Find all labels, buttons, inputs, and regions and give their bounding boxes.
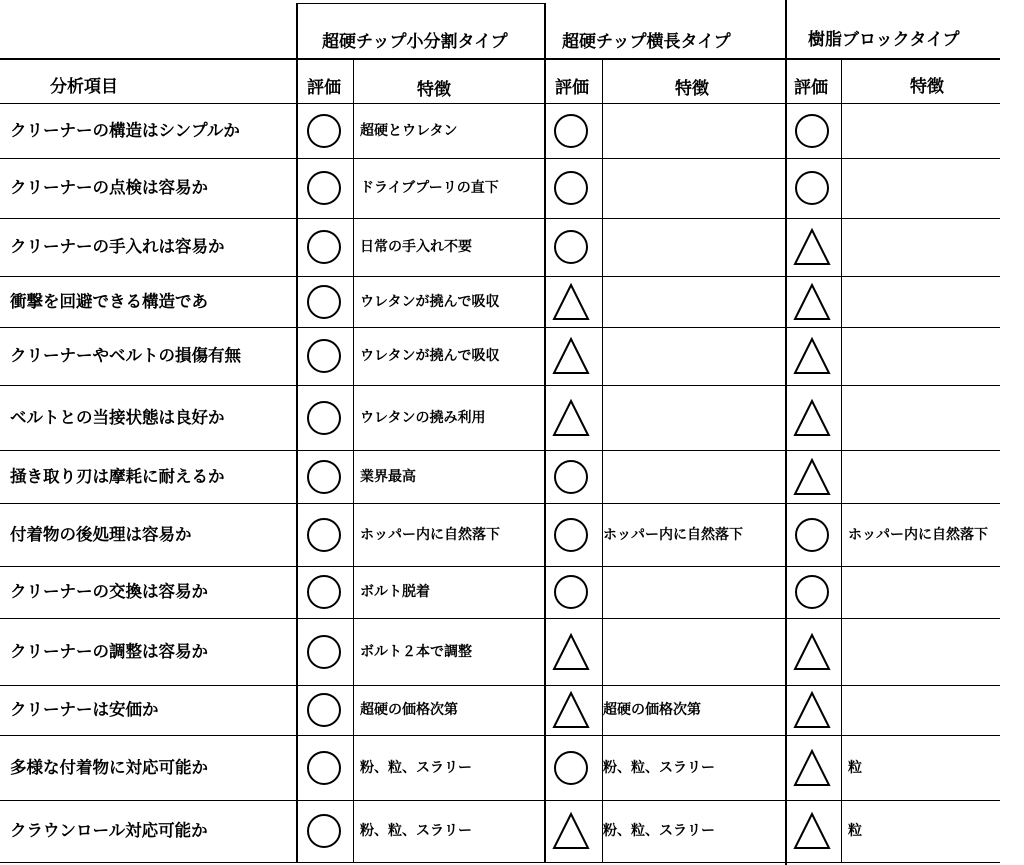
- good-circle-mark: [304, 515, 344, 555]
- fair-triangle-mark: [792, 282, 832, 322]
- row-feature-text: ボルト脱着: [360, 584, 430, 600]
- row-divider-line: [0, 276, 1000, 277]
- fair-triangle-mark: [792, 227, 832, 267]
- good-circle-mark: [792, 572, 832, 612]
- fair-triangle-mark: [792, 690, 832, 730]
- row-feature-text: ドライブプーリの直下: [360, 180, 499, 196]
- row-divider-line: [0, 450, 1000, 451]
- fair-triangle-mark: [792, 336, 832, 376]
- row-item-label: 掻き取り刃は摩耗に耐えるか: [10, 466, 225, 486]
- good-circle-mark: [304, 690, 344, 730]
- row-feature-text: 超硬の価格次第: [603, 702, 701, 718]
- row-feature-text: 粉、粒、スラリー: [360, 823, 472, 839]
- row-feature-text: ウレタンが撓んで吸収: [360, 348, 500, 364]
- group-title-carbide-small: 超硬チップ小分割タイプ: [322, 32, 508, 52]
- row-divider-line: [0, 862, 1000, 863]
- good-circle-mark: [551, 748, 591, 788]
- row-item-label: 付着物の後処理は容易か: [10, 524, 192, 544]
- top-rule-line: [296, 3, 546, 4]
- row-item-label: クリーナーの交換は容易か: [10, 582, 208, 601]
- row-divider-line: [0, 618, 1000, 619]
- row-feature-text: 粉、粒、スラリー: [603, 759, 715, 776]
- row-feature-text: 超硬とウレタン: [360, 122, 458, 139]
- feature-header-2: 特徴: [675, 79, 709, 99]
- row-item-label: クリーナーの手入れは容易か: [10, 237, 225, 256]
- row-feature-text: ホッパー内に自然落下: [603, 526, 743, 543]
- row-divider-line: [0, 327, 1000, 328]
- feature-header-1: 特徴: [417, 80, 451, 100]
- row-divider-line: [0, 566, 1000, 567]
- row-feature-text: ボルト２本で調整: [360, 643, 472, 660]
- good-circle-mark: [792, 515, 832, 555]
- row-feature-text: ウレタンが撓んで吸収: [360, 293, 500, 310]
- col-line-eval-2: [544, 3, 546, 863]
- row-item-label: クリーナーの調整は容易か: [10, 641, 208, 661]
- row-item-label: 衝撃を回避できる構造であ: [10, 291, 208, 311]
- row-item-label: ベルトとの当接状態は良好か: [10, 407, 225, 427]
- good-circle-mark: [304, 748, 344, 788]
- row-item-label: クラウンロール対応可能か: [10, 821, 208, 840]
- good-circle-mark: [792, 168, 832, 208]
- good-circle-mark: [304, 572, 344, 612]
- row-item-label: クリーナーの点検は容易か: [10, 178, 208, 197]
- good-circle-mark: [551, 111, 591, 151]
- col-line-feat-1: [353, 58, 354, 863]
- row-feature-text: 超硬の価格次第: [360, 702, 458, 718]
- eval-header-2: 評価: [555, 78, 589, 98]
- col-line-eval-3: [785, 0, 787, 865]
- row-divider-line: [0, 218, 1000, 219]
- fair-triangle-mark: [792, 457, 832, 497]
- good-circle-mark: [304, 398, 344, 438]
- col-line-feat-2: [602, 58, 603, 863]
- good-circle-mark: [304, 336, 344, 376]
- good-circle-mark: [551, 515, 591, 555]
- good-circle-mark: [304, 227, 344, 267]
- fair-triangle-mark: [551, 398, 591, 438]
- good-circle-mark: [304, 282, 344, 322]
- row-feature-text: 粉、粒、スラリー: [360, 759, 472, 776]
- fair-triangle-mark: [551, 690, 591, 730]
- analysis-items-header: 分析項目: [50, 77, 118, 97]
- good-circle-mark: [304, 811, 344, 851]
- row-divider-line: [0, 503, 1000, 504]
- row-divider-line: [0, 103, 1000, 104]
- col-line-eval-1: [296, 3, 298, 863]
- row-feature-text: 日常の手入れ不要: [360, 239, 472, 255]
- row-feature-text: 粒: [848, 759, 862, 776]
- row-feature-text: ホッパー内に自然落下: [360, 526, 500, 543]
- group-title-carbide-wide: 超硬チップ横長タイプ: [562, 32, 731, 52]
- row-item-label: クリーナーは安価か: [10, 700, 159, 719]
- row-feature-text: ホッパー内に自然落下: [848, 526, 988, 543]
- good-circle-mark: [551, 168, 591, 208]
- fair-triangle-mark: [551, 632, 591, 672]
- eval-header-1: 評価: [307, 78, 341, 98]
- good-circle-mark: [304, 168, 344, 208]
- fair-triangle-mark: [792, 632, 832, 672]
- row-divider-line: [0, 800, 1000, 801]
- header-divider-line: [0, 58, 1000, 60]
- row-divider-line: [0, 158, 1000, 159]
- row-feature-text: 粉、粒、スラリー: [603, 823, 715, 839]
- group-title-resin-block: 樹脂ブロックタイプ: [808, 30, 960, 50]
- eval-header-3: 評価: [794, 78, 828, 98]
- good-circle-mark: [304, 457, 344, 497]
- good-circle-mark: [551, 227, 591, 267]
- row-feature-text: 粒: [848, 823, 862, 839]
- row-divider-line: [0, 685, 1000, 686]
- row-feature-text: 業界最高: [360, 468, 416, 485]
- feature-header-3: 特徴: [910, 77, 944, 97]
- row-item-label: クリーナーやベルトの損傷有無: [10, 346, 241, 365]
- fair-triangle-mark: [551, 282, 591, 322]
- good-circle-mark: [792, 111, 832, 151]
- fair-triangle-mark: [792, 398, 832, 438]
- good-circle-mark: [304, 632, 344, 672]
- fair-triangle-mark: [551, 811, 591, 851]
- good-circle-mark: [551, 457, 591, 497]
- good-circle-mark: [551, 572, 591, 612]
- fair-triangle-mark: [792, 748, 832, 788]
- row-item-label: 多様な付着物に対応可能か: [10, 757, 208, 777]
- row-divider-line: [0, 735, 1000, 736]
- col-line-feat-3: [841, 58, 842, 863]
- row-item-label: クリーナーの構造はシンプルか: [10, 120, 240, 140]
- fair-triangle-mark: [792, 811, 832, 851]
- fair-triangle-mark: [551, 336, 591, 376]
- good-circle-mark: [304, 111, 344, 151]
- row-feature-text: ウレタンの撓み利用: [360, 409, 486, 426]
- row-divider-line: [0, 385, 1000, 386]
